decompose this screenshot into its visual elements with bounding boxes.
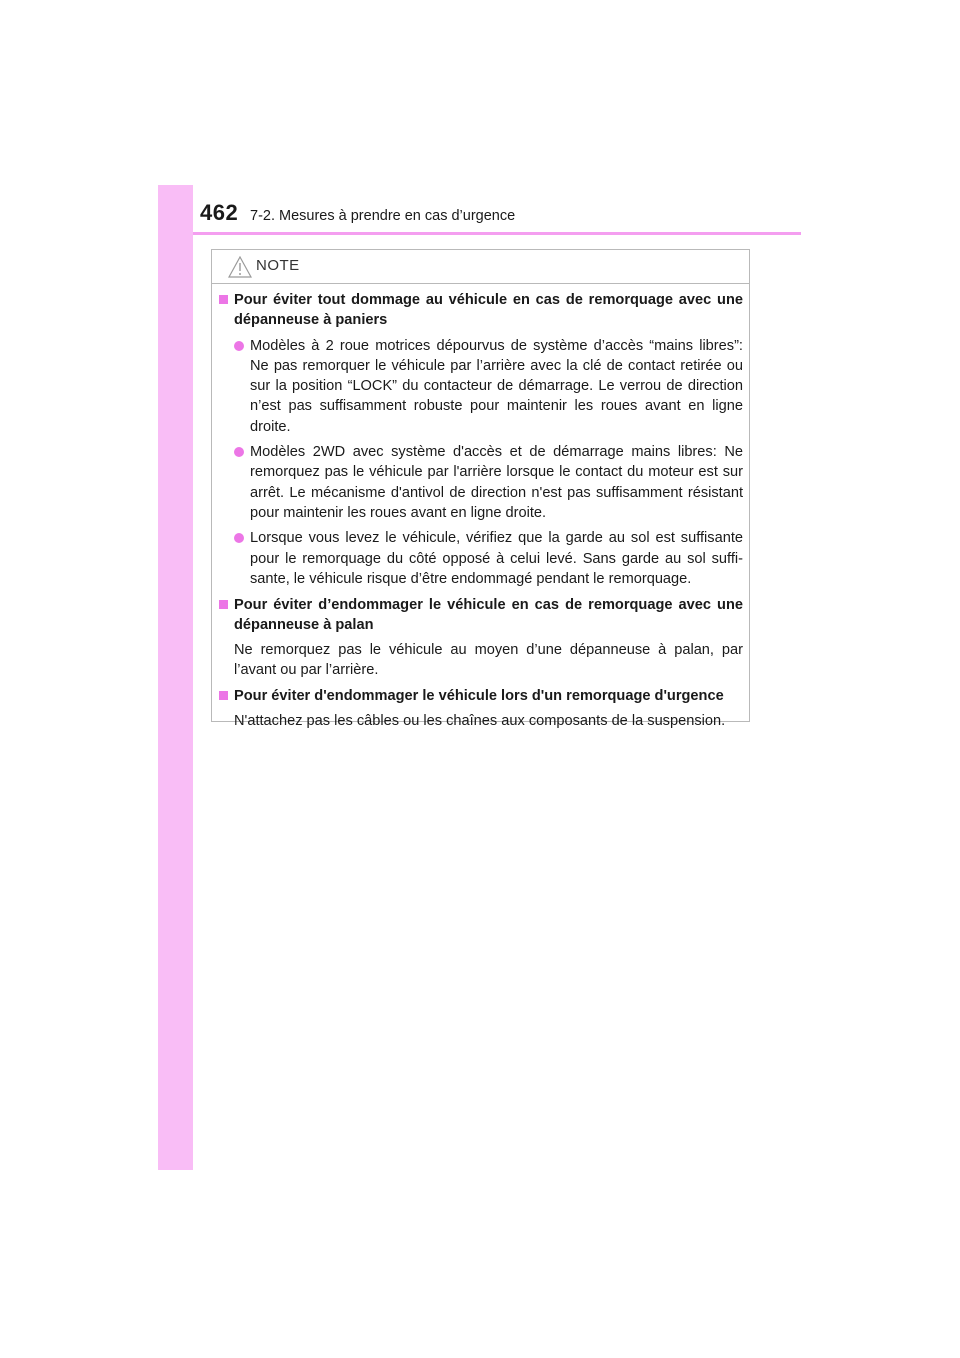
list-item-text: Modèles à 2 roue motrices dépourvus de système d’accès “mains libres”: Ne pas remorquer le véhicule par l’arrière avec la clé de contact retirée ou sur la position “LOCK” du contacteur de démarrage. Le verrou de direction n’est pas suffisamment robuste pour maintenir les roues avant en ligne droite.: [250, 337, 743, 435]
page-number: 462: [200, 200, 239, 225]
square-bullet-icon: [219, 691, 228, 700]
section-text: Ne remorquez pas le véhicule au moyen d’une dépanneuse à palan, par l’avant ou par l’arrière.: [234, 641, 743, 679]
round-bullet-icon: [234, 533, 244, 543]
round-bullet-icon: [234, 341, 244, 351]
list-item: [234, 442, 743, 523]
notice-section-3: [218, 686, 743, 731]
section-title: 7-2. Mesures à prendre en cas d’urgence: [250, 208, 516, 224]
section-heading: Pour éviter d’endommager le véhicule en cas de remorquage avec une dépanneuse à palan: [234, 597, 743, 634]
header-rule: [193, 232, 801, 235]
list-item-text: Modèles 2WD avec système d'accès et de démarrage mains libres: Ne remorquez pas le véhicule par l'arrière lorsque le contact du moteur est sur arrêt. Le mécanisme d'antivol de direction n'est pas suffisamment résistant pour maintenir les roues avant en ligne droite.: [250, 444, 743, 521]
notice-header: [212, 250, 749, 284]
section-heading: Pour éviter d'endommager le véhicule lors d'un remorquage d'urgence: [234, 688, 724, 705]
notice-section-1: [218, 290, 743, 589]
square-bullet-icon: [219, 295, 228, 304]
section-text: N'attachez pas les câbles ou les chaînes aux composants de la suspension.: [234, 712, 726, 729]
notice-section-2: [218, 595, 743, 680]
square-bullet-icon: [219, 600, 228, 609]
side-tab-band: [158, 185, 193, 1170]
list-item: [234, 528, 743, 589]
list-item-text: Lorsque vous levez le véhicule, vérifiez que la garde au sol est suffisante pour le remorquage du côté opposé à celui levé. Sans garde au sol suffi-sante, le véhicule risque d’être endommagé pendant le remorquage.: [250, 530, 743, 587]
list-item: [234, 336, 743, 437]
warning-triangle-icon: [228, 256, 252, 278]
notice-box: [211, 249, 750, 729]
section-heading: Pour éviter tout dommage au véhicule en cas de remorquage avec une dépanneuse à paniers: [234, 292, 743, 329]
round-bullet-icon: [234, 447, 244, 457]
notice-body: [212, 290, 749, 731]
notice-label: NOTE: [256, 257, 300, 274]
